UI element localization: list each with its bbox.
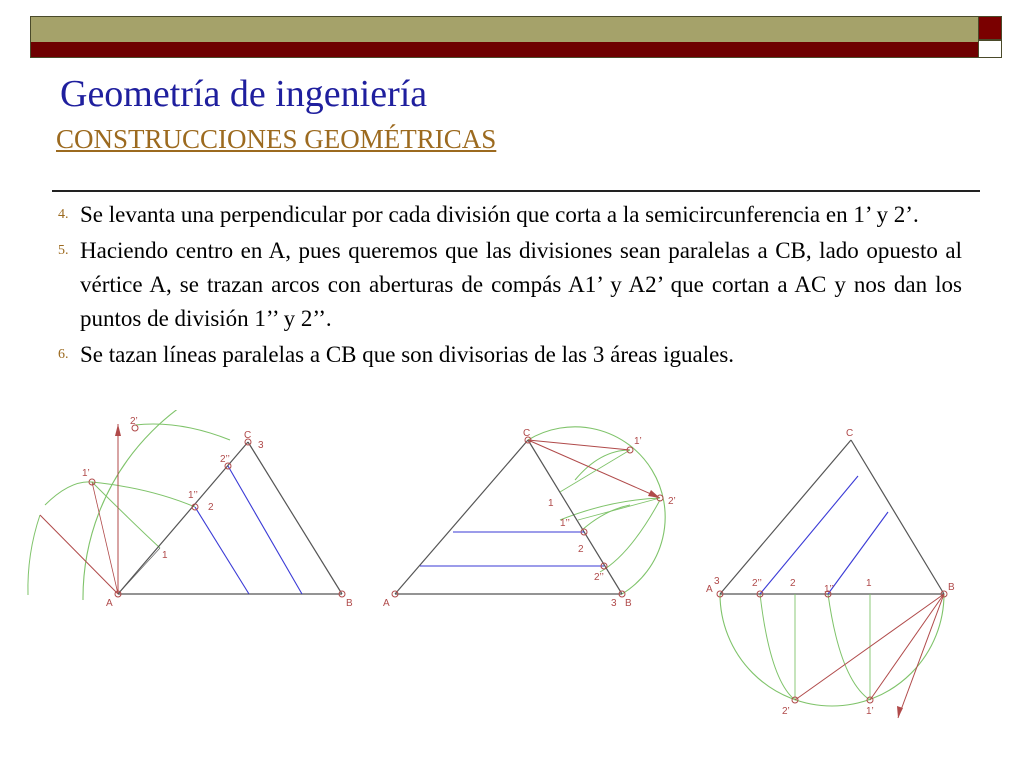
geometric-figures [0,410,1024,768]
step-5 [60,234,962,336]
fig3-label-2: 2 [790,578,796,589]
fig2-line-C-1p [528,440,630,450]
slide-subtitle: CONSTRUCCIONES GEOMÉTRICAS [56,124,497,154]
fig1-parallel-2 [228,466,302,594]
fig1-label-A: A [106,598,113,609]
fig2-label-1pp: 1’’ [560,518,570,529]
fig2-label-1p: 1’ [634,436,642,447]
step-6 [60,338,962,372]
fig2-line-C-2p [528,440,660,498]
fig3-line-B-1p [870,594,944,700]
fig3-label-2p: 2’ [782,706,790,717]
figure-2 [392,427,665,597]
fig2-arrow-head [648,490,660,498]
fig3-construction-line [898,594,944,718]
figure-1 [28,410,345,600]
fig2-semicircle-arc [528,427,665,594]
fig2-label-1: 1 [548,498,554,509]
fig3-arc-1p [828,594,870,700]
banner-maroon-band [31,42,979,57]
fig3-label-3: 3 [714,576,720,587]
steps-list [60,198,962,374]
fig1-arc-2p [135,424,230,440]
fig2-label-2p: 2’ [668,496,676,507]
fig3-label-1pp: 1’’ [824,584,834,595]
fig1-arc-1p [45,482,92,505]
fig1-construction-line [40,515,118,594]
fig3-parallel-2 [828,512,888,594]
fig3-parallel-1 [760,476,858,594]
step-5-number: 5. [58,243,69,258]
fig2-label-A: A [383,598,390,609]
fig3-semicircle-arc [720,594,944,706]
fig1-label-2p: 2’ [130,416,138,427]
fig1-parallel-1 [195,507,249,594]
fig2-side-AC [395,440,528,594]
fig2-label-C: C [523,428,531,439]
fig1-label-1pp: 1’’ [188,490,198,501]
fig1-label-1: 1 [162,550,168,561]
fig1-line-1 [118,548,160,594]
step-4 [60,198,962,232]
fig1-label-3: 3 [258,440,264,451]
fig1-side-CB [248,442,342,594]
step-4-number: 4. [58,207,69,222]
fig1-label-2pp: 2’’ [220,454,230,465]
step-6-number: 6. [58,347,69,362]
fig2-arc-1pp [582,505,630,530]
slide-title: Geometría de ingeniería [60,73,428,115]
divider-line [52,190,980,192]
fig3-side-AC [720,440,851,594]
fig1-label-C: C [244,430,252,441]
figure-2-labels [383,428,676,609]
fig1-label-1p: 1’ [82,468,90,479]
fig3-line-B-2p [795,594,944,700]
fig1-outer-arc [28,515,40,595]
fig2-perp-2 [578,498,660,520]
step-6-text: Se tazan líneas paralelas a CB que son divisorias de las 3 áreas iguales. [80,342,735,367]
fig3-side-CB [851,440,944,594]
fig1-semicircle-arc [83,410,320,600]
fig1-arrow-head [115,424,121,436]
corner-square-maroon [978,16,1002,40]
fig2-arc-2pp [600,500,660,572]
fig3-label-1p: 1’ [866,706,874,717]
fig1-label-B: B [346,598,353,609]
fig3-label-B: B [948,582,955,593]
banner-olive-band [31,17,979,42]
fig2-perp-1 [560,450,630,492]
figure-3-labels [706,428,955,717]
fig2-label-2: 2 [578,544,584,555]
fig1-label-2: 2 [208,502,214,513]
fig3-label-A: A [706,584,713,595]
fig2-label-3: 3 [611,598,617,609]
step-4-text: Se levanta una perpendicular por cada división que corta a la semicircunferencia en 1’ y 2’. [80,202,919,227]
step-5-text: Haciendo centro en A, pues queremos que las divisiones sean paralelas a CB, lado opuesto al vértice A, se trazan arcos con aberturas de compás A1’ y A2’ que cortan a AC y nos dan los puntos de división 1’’ y 2’’. [80,238,962,331]
fig3-label-2pp: 2’’ [752,578,762,589]
fig2-label-B: B [625,598,632,609]
top-banner [30,16,980,58]
fig3-label-C: C [846,428,854,439]
fig3-label-1: 1 [866,578,872,589]
fig3-arrow-head [897,706,903,718]
fig2-label-2pp: 2’’ [594,572,604,583]
corner-square-white [978,40,1002,58]
